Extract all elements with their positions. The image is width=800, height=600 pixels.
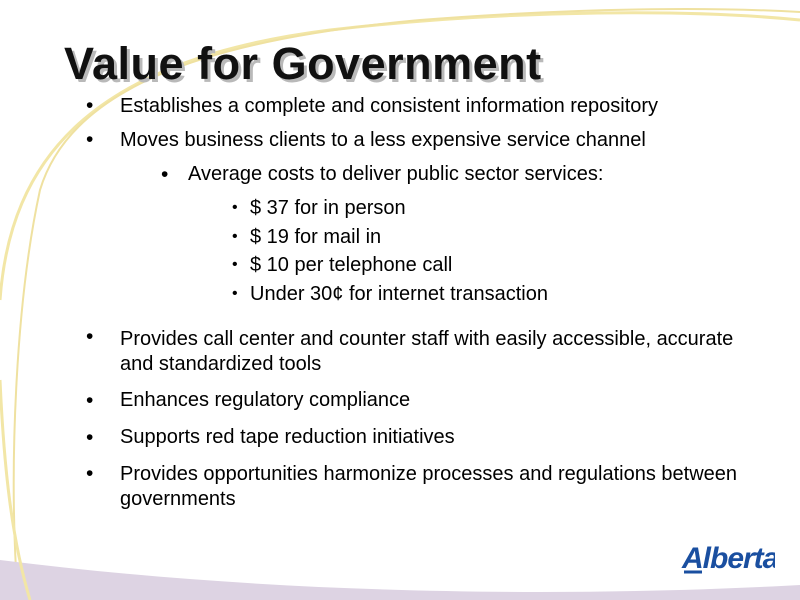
cost-item: $ 37 for in person [250, 197, 406, 219]
alberta-logo-icon [680, 540, 775, 576]
bullet-text: Establishes a complete and consistent information repository [120, 95, 659, 117]
sub-bullet-text: Average costs to deliver public sector services: [188, 163, 604, 185]
sub-bullet-marker: • [161, 163, 169, 186]
bullet-marker: • [86, 389, 94, 412]
bullet-marker: • [86, 426, 94, 449]
cost-bullet-marker: • [232, 199, 238, 216]
cost-item: $ 10 per telephone call [250, 254, 453, 276]
bullet-text: Supports red tape reduction initiatives [120, 426, 455, 448]
cost-bullet-marker: • [232, 228, 238, 245]
cost-item: Under 30¢ for internet transaction [250, 283, 548, 305]
bullet-text: Provides call center and counter staff with easily accessible, accurate and standardized tools [120, 328, 734, 375]
bullet-text: Provides opportunities harmonize processes and regulations between governments [120, 463, 738, 510]
slide-title: Value for Government [64, 38, 542, 89]
bullet-marker: • [86, 94, 94, 117]
cost-item: $ 19 for mail in [250, 226, 382, 248]
bullet-text: Enhances regulatory compliance [120, 389, 411, 411]
bullet-marker: • [86, 325, 94, 348]
cost-bullet-marker: • [232, 285, 238, 302]
bullet-marker: • [86, 128, 94, 151]
bullet-text: Moves business clients to a less expensive service channel [120, 129, 646, 151]
bullet-marker: • [86, 462, 94, 485]
cost-bullet-marker: • [232, 256, 238, 273]
alberta-logo [680, 540, 775, 581]
svg-text:Alberta: Alberta [682, 542, 775, 575]
